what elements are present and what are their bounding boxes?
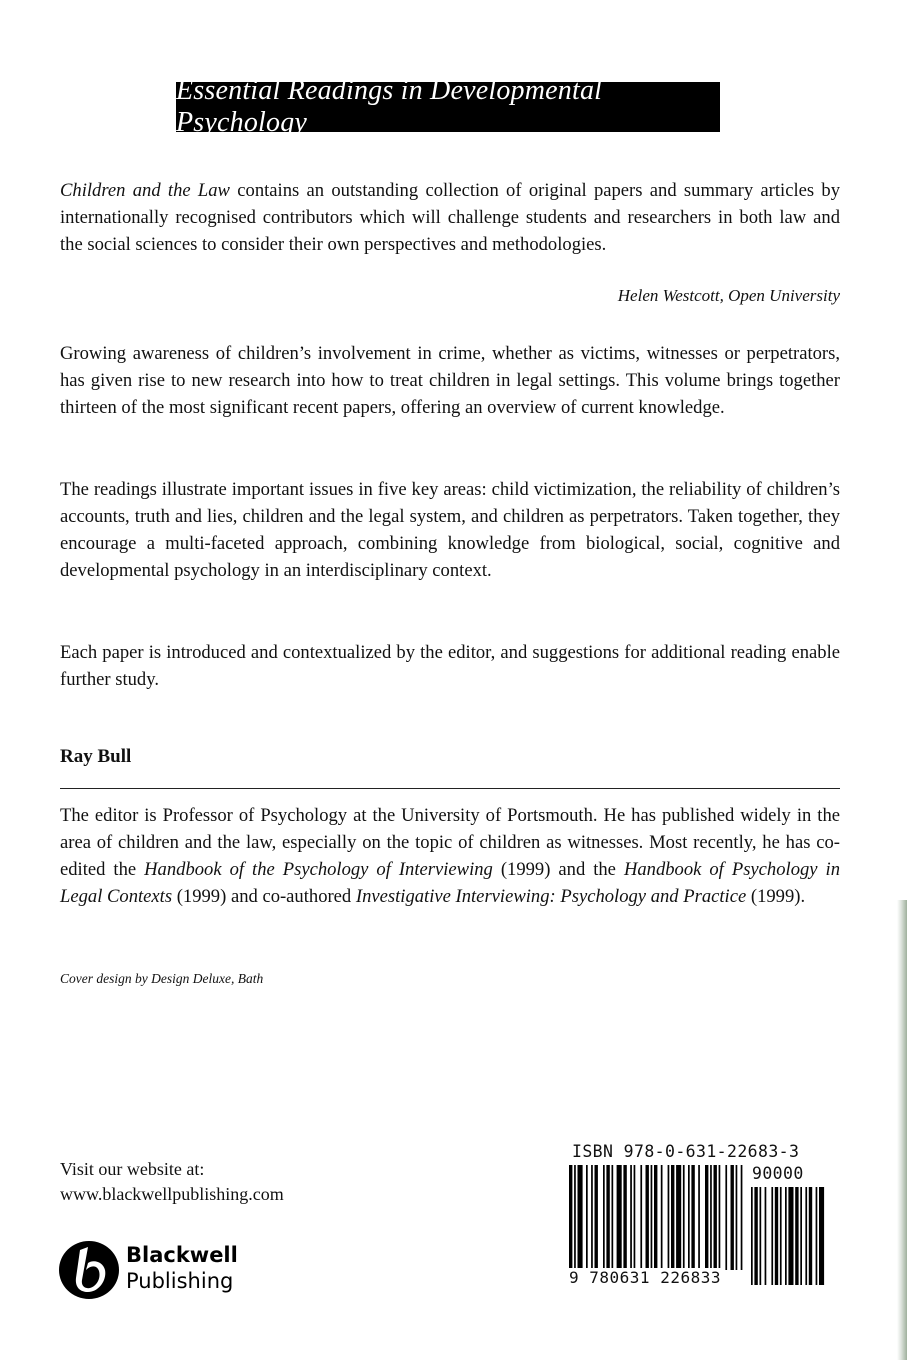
barcode-bar: [661, 1165, 663, 1270]
barcode-bar: [617, 1165, 622, 1270]
series-title: Essential Readings in Developmental Psychology: [176, 75, 603, 138]
series-banner: [176, 75, 720, 138]
addon-bar: [805, 1187, 807, 1285]
quoted-book-title: Children and the Law: [60, 180, 230, 201]
addon-bar: [800, 1187, 802, 1285]
section-divider: [60, 788, 840, 789]
addon-bar: [760, 1187, 762, 1285]
barcode-bar: [698, 1165, 700, 1270]
barcode-bar: [640, 1165, 642, 1270]
addon-bar: [809, 1187, 812, 1285]
publisher-name-line2: Publishing: [126, 1269, 234, 1293]
barcode-bar: [710, 1165, 712, 1270]
addon-bar: [751, 1187, 753, 1285]
description-paragraph-3: Each paper is introduced and contextualized by the editor, and suggestions for additional reading enable further study.: [60, 642, 840, 690]
blackwell-b-logo-icon: [58, 1240, 120, 1300]
bio-text-1: The editor is Professor of Psychology at the University of Portsmouth. He has published widely in the area of children and the law, especially on the topic of children as witnesses. Most recently, he has co-edited the: [60, 805, 840, 880]
barcode-bar: [691, 1165, 694, 1270]
barcode-bar: [741, 1165, 743, 1270]
barcode-bar: [578, 1165, 583, 1270]
bio-book-2: Handbook of Psychology in Legal Contexts: [60, 859, 840, 907]
addon-bar: [816, 1187, 818, 1285]
isbn-label: ISBN 978-0-631-22683-3: [572, 1142, 800, 1161]
price-addon-code: 90000: [752, 1164, 804, 1183]
description-paragraph-1: Growing awareness of children’s involvement in crime, whether as victims, witnesses or perpetrators, has given rise to new research into how to treat children in legal settings. This volume brings together thirteen of the most significant recent papers, offering an overview of current knowledge.: [60, 343, 840, 418]
publisher-logo: [58, 1240, 238, 1300]
barcode-bar: [569, 1165, 572, 1270]
addon-barcode-bars: [751, 1187, 824, 1285]
addon-bar: [785, 1187, 787, 1285]
barcode-bar: [731, 1165, 734, 1270]
barcode-bar: [719, 1165, 721, 1270]
website-block: [60, 1157, 284, 1207]
barcode-bar: [591, 1165, 593, 1270]
barcode-bar: [606, 1165, 609, 1270]
main-barcode-bars: [569, 1165, 742, 1270]
barcode-bar: [651, 1165, 653, 1270]
addon-bar: [754, 1187, 757, 1285]
barcode-bar: [688, 1165, 690, 1270]
barcode-bar: [676, 1165, 681, 1270]
addon-bar: [795, 1187, 798, 1285]
barcode-bar: [705, 1165, 708, 1270]
website-label: Visit our website at:: [60, 1159, 205, 1179]
barcode-bar: [646, 1165, 649, 1270]
bio-text-2: (1999) and the: [492, 859, 624, 880]
editor-bio: [60, 802, 840, 910]
barcode-bar: [736, 1165, 738, 1270]
addon-bar: [765, 1187, 767, 1285]
website-url[interactable]: www.blackwellpublishing.com: [60, 1184, 284, 1204]
barcode-bar: [668, 1165, 670, 1270]
addon-bar: [819, 1187, 824, 1285]
quote-text: contains an outstanding collection of original papers and summary articles by internationally recognised contributors which will challenge students and researchers in both law and the social sciences to consider their own perspectives and methodologies.: [60, 180, 841, 255]
addon-bar: [780, 1187, 782, 1285]
barcode-bar: [634, 1165, 636, 1270]
barcode-bar: [714, 1165, 717, 1270]
barcode-bar: [671, 1165, 674, 1270]
barcode-bar: [574, 1165, 576, 1270]
quote-attribution: Helen Westcott, Open University: [617, 286, 840, 305]
cover-edge-strip: [897, 900, 907, 1360]
barcode-bar: [595, 1165, 598, 1270]
barcode-bar: [630, 1165, 632, 1270]
barcode-bar: [654, 1165, 657, 1270]
editor-name: Ray Bull: [60, 746, 132, 767]
bio-book-3: Investigative Interviewing: Psychology and Practice: [355, 886, 747, 907]
cover-design-credit: Cover design by Design Deluxe, Bath: [60, 971, 264, 986]
addon-bar: [771, 1187, 773, 1285]
barcode-bar: [683, 1165, 685, 1270]
bio-text-4: (1999).: [746, 886, 806, 907]
bio-book-1: Handbook of the Psychology of Interviewing: [144, 859, 493, 880]
publisher-name: [126, 1242, 238, 1294]
barcode-bar: [603, 1165, 605, 1270]
publisher-name-line1: Blackwell: [126, 1243, 238, 1267]
review-quote: [60, 177, 840, 258]
barcode-bar: [586, 1165, 588, 1270]
bio-text-3: (1999) and co-authored: [172, 886, 356, 907]
barcode-bar: [725, 1165, 727, 1270]
description-paragraph-2: The readings illustrate important issues in five key areas: child victimization, the reliability of children’s accounts, truth and lies, children and the legal system, and children as perpetrators. Taken together, they encourage a multi-faceted approach, combining knowledge from biological, social, cognitive and developmental psychology in an interdisciplinary context.: [60, 479, 840, 581]
barcode-digits: 9 780631 226833: [569, 1268, 721, 1287]
barcode-bar: [623, 1165, 626, 1270]
addon-bar: [788, 1187, 793, 1285]
addon-bar: [775, 1187, 778, 1285]
barcode-bar: [612, 1165, 614, 1270]
